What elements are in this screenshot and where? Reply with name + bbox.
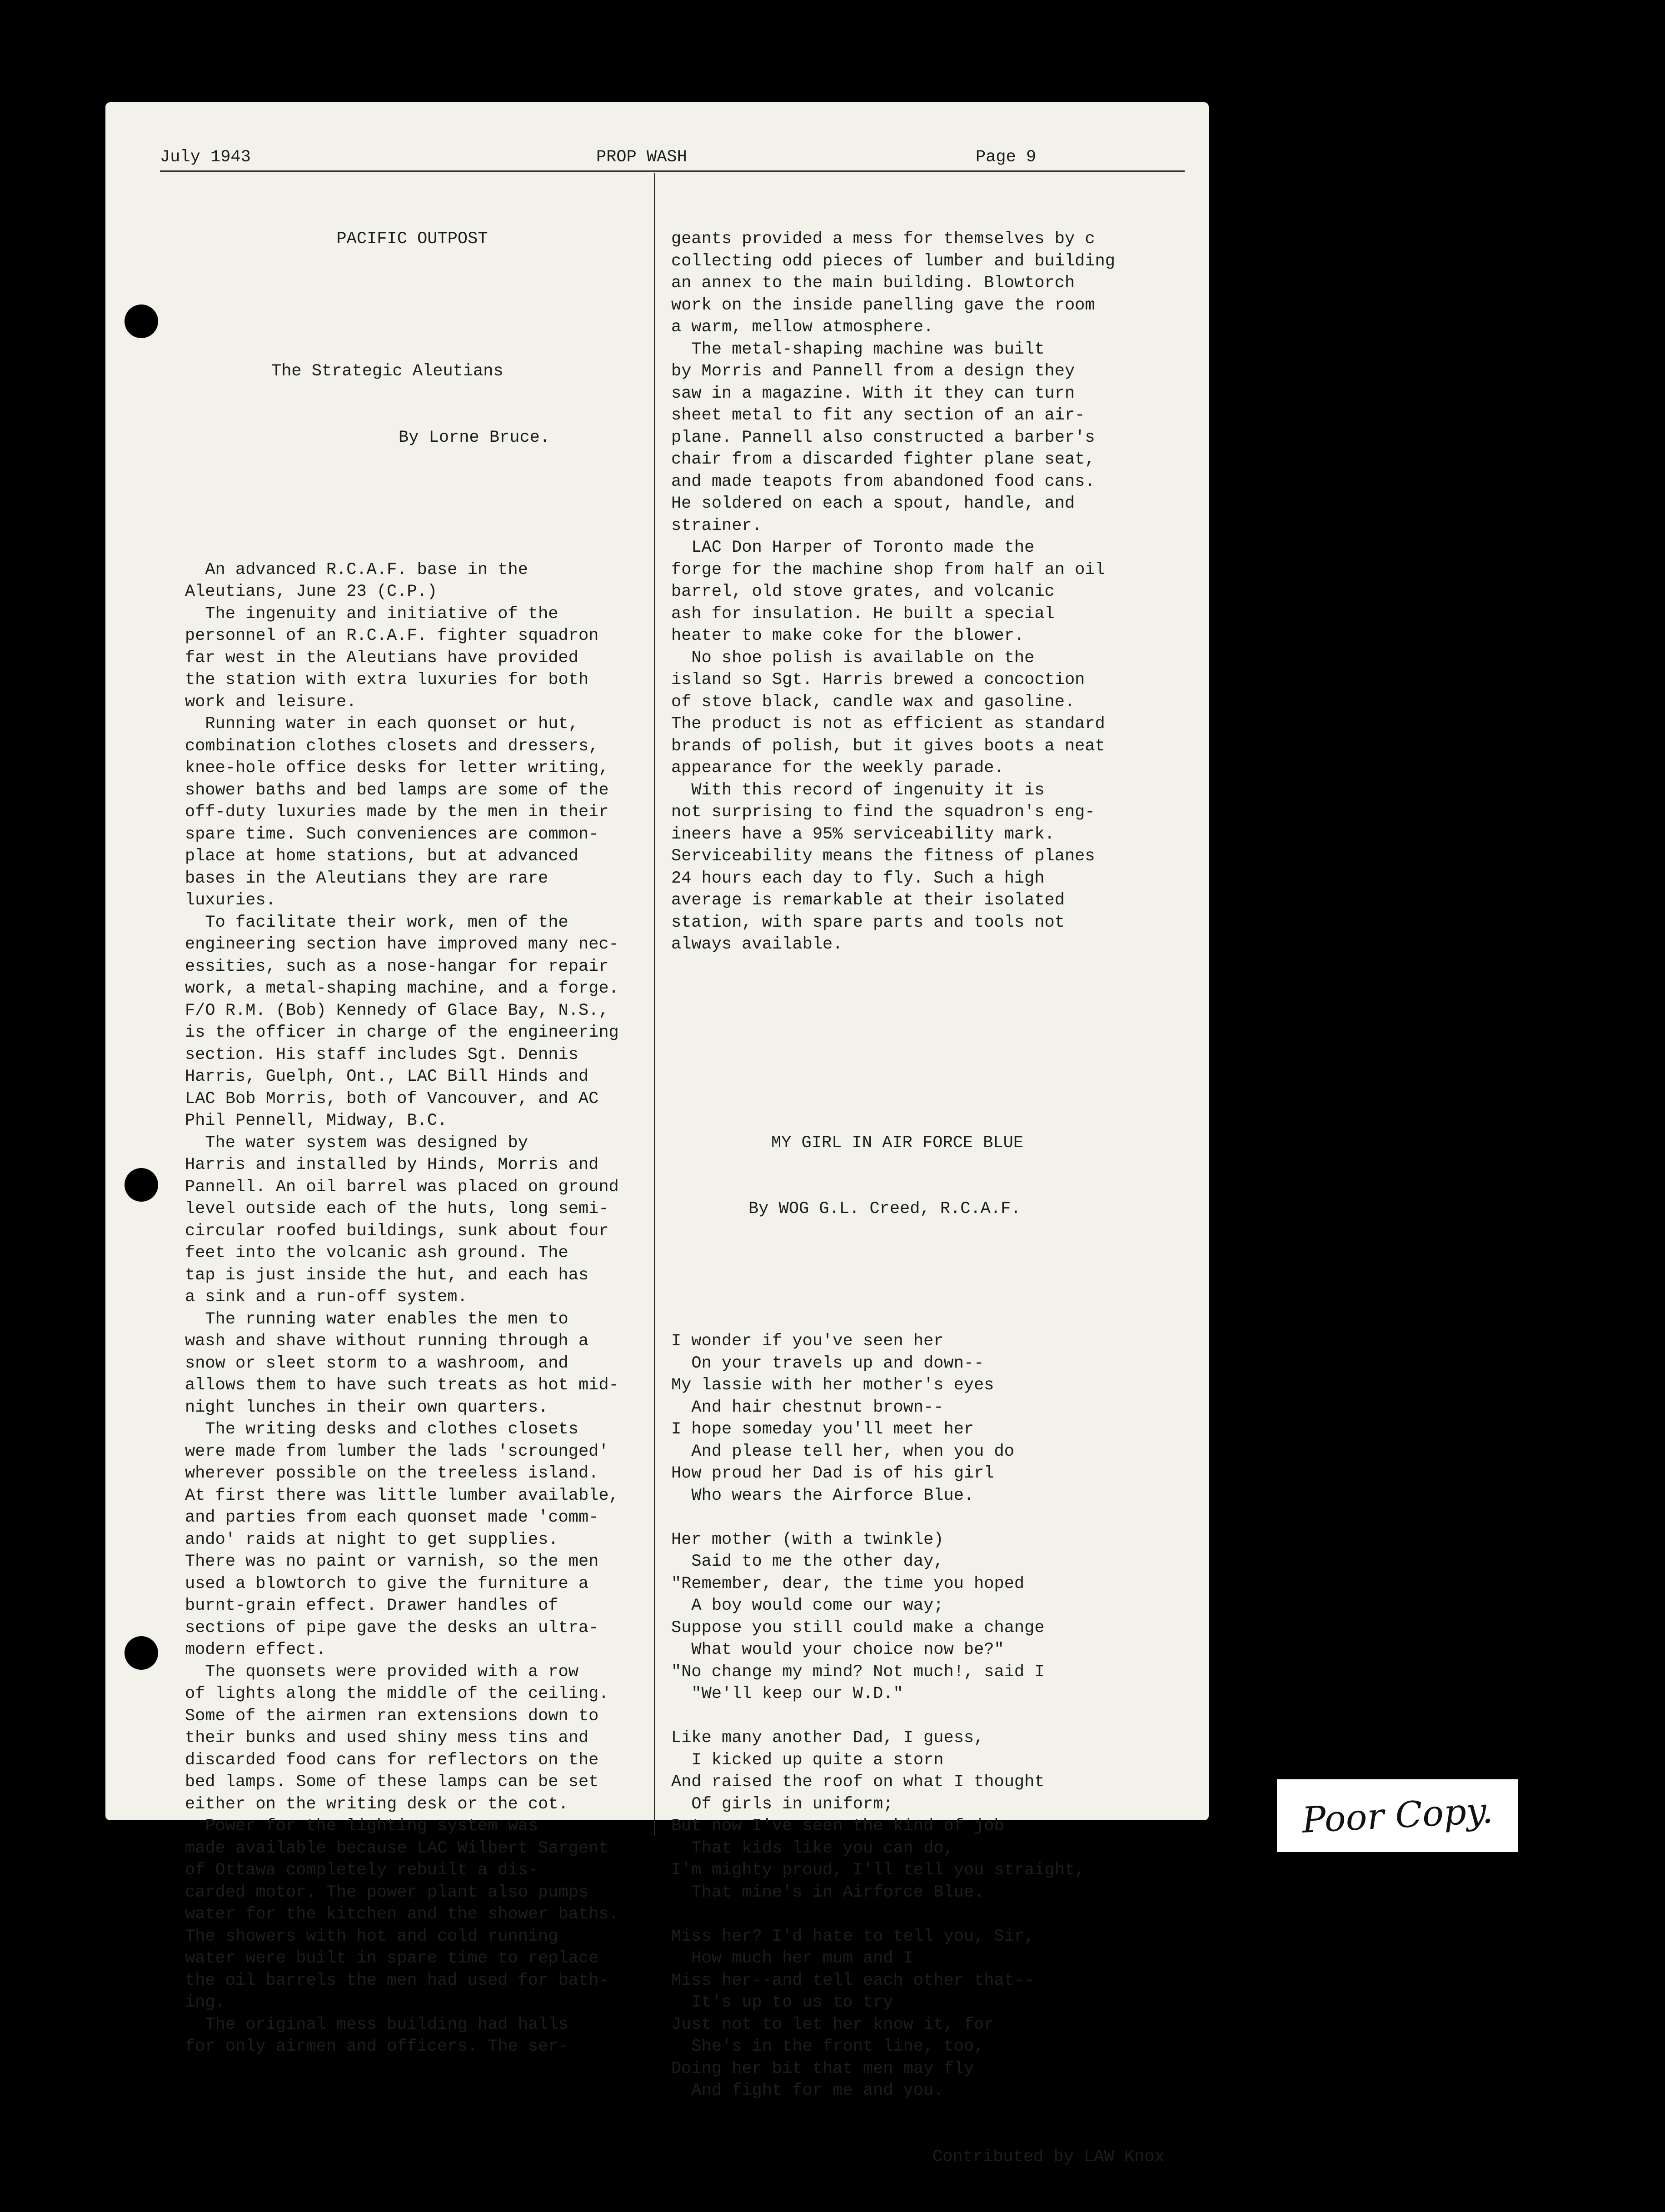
column-divider bbox=[654, 173, 655, 1836]
newsletter-page bbox=[105, 102, 1209, 2167]
article-line: level outside each of the huts, long semi- bbox=[185, 1199, 609, 1218]
article-line: The metal-shaping machine was built bbox=[671, 340, 1045, 359]
article-body-right bbox=[671, 228, 1194, 956]
article-line: The quonsets were provided with a row bbox=[185, 1662, 578, 1682]
article-line: combination clothes closets and dressers, bbox=[185, 736, 599, 756]
header-date: July 1943 bbox=[160, 148, 251, 167]
left-column bbox=[185, 184, 639, 2102]
article-line: The product is not as efficient as standard bbox=[671, 714, 1105, 734]
article-line: station, with spare parts and tools not bbox=[671, 913, 1065, 932]
article-line: barrel, old stove grates, and volcanic bbox=[671, 582, 1055, 601]
binder-hole-bottom bbox=[125, 1636, 158, 1670]
article-line: Serviceability means the fitness of planes bbox=[671, 847, 1095, 866]
poem-line: I kicked up quite a storn bbox=[671, 1750, 944, 1770]
poem-line: And please tell her, when you do bbox=[671, 1442, 1014, 1461]
poem-line: Who wears the Airforce Blue. bbox=[671, 1486, 974, 1505]
article-line: sheet metal to fit any section of an air- bbox=[671, 406, 1085, 425]
poem-line: That mine's in Airforce Blue. bbox=[671, 1882, 984, 1902]
poem-line: On your travels up and down-- bbox=[671, 1353, 984, 1373]
article-line: of lights along the middle of the ceiling. bbox=[185, 1684, 609, 1703]
article-line: The running water enables the men to bbox=[185, 1309, 568, 1329]
article-line: were made from lumber the lads 'scrounged' bbox=[185, 1442, 609, 1461]
article-line: average is remarkable at their isolated bbox=[671, 891, 1065, 910]
poem-line: And fight for me and you. bbox=[671, 2081, 944, 2100]
poem-line: "No change my mind? Not much!, said I bbox=[671, 1662, 1045, 1682]
article-line: To facilitate their work, men of the bbox=[185, 913, 568, 932]
article-line: At first there was little lumber available, bbox=[185, 1486, 619, 1505]
poem-line bbox=[671, 1903, 1194, 1926]
article-line: luxuries. bbox=[185, 891, 276, 910]
article-line: sections of pipe gave the desks an ultra- bbox=[185, 1618, 599, 1638]
article-line: wherever possible on the treeless island. bbox=[185, 1464, 599, 1483]
article-line: used a blowtorch to give the furniture a bbox=[185, 1574, 589, 1593]
article-line: snow or sleet storm to a washroom, and bbox=[185, 1353, 568, 1373]
article-line: forge for the machine shop from half an oil bbox=[671, 560, 1105, 579]
article-line: Aleutians, June 23 (C.P.) bbox=[185, 582, 438, 601]
article-line: Running water in each quonset or hut, bbox=[185, 714, 578, 734]
article-line: either on the writing desk or the cot. bbox=[185, 1794, 568, 1814]
article-line: modern effect. bbox=[185, 1640, 326, 1659]
right-column bbox=[671, 184, 1194, 2212]
poem-line: My lassie with her mother's eyes bbox=[671, 1376, 994, 1395]
article-line: LAC Bob Morris, both of Vancouver, and AC bbox=[185, 1089, 599, 1108]
binder-hole-middle bbox=[125, 1168, 158, 1202]
article-line: appearance for the weekly parade. bbox=[671, 759, 1004, 778]
poem-line: "Remember, dear, the time you hoped bbox=[671, 1574, 1025, 1593]
binder-hole-top bbox=[125, 305, 158, 338]
article-line: The showers with hot and cold running bbox=[185, 1927, 558, 1946]
article-line: night lunches in their own quarters. bbox=[185, 1398, 548, 1417]
poem-line bbox=[671, 1507, 1194, 1529]
article-line: allows them to have such treats as hot mid- bbox=[185, 1376, 619, 1395]
article-line: and parties from each quonset made 'comm- bbox=[185, 1508, 599, 1527]
poem-line: And raised the roof on what I thought bbox=[671, 1773, 1045, 1792]
article-line: ash for insulation. He built a special bbox=[671, 604, 1055, 624]
poem-line: I hope someday you'll meet her bbox=[671, 1420, 974, 1439]
header-publication: PROP WASH bbox=[596, 148, 687, 167]
article-line: work on the inside panelling gave the room bbox=[671, 295, 1095, 315]
poor-copy-text: Poor Copy. bbox=[1301, 1790, 1494, 1841]
article-line: tap is just inside the hut, and each has bbox=[185, 1265, 589, 1285]
article-line: There was no paint or varnish, so the men bbox=[185, 1552, 599, 1571]
article-line: circular roofed buildings, sunk about four bbox=[185, 1221, 609, 1241]
article-line: geants provided a mess for themselves by c bbox=[671, 230, 1095, 249]
article-line: ando' raids at night to get supplies. bbox=[185, 1530, 558, 1549]
poem-line: Of girls in uniform; bbox=[671, 1794, 893, 1814]
article-line: work, a metal-shaping machine, and a forge. bbox=[185, 979, 619, 998]
article-line: the oil barrels the men had used for bath- bbox=[185, 1971, 609, 1990]
poem-line: Doing her bit that men may fly bbox=[671, 2059, 974, 2078]
poem-line: I wonder if you've seen her bbox=[671, 1332, 944, 1351]
article-line: strainer. bbox=[671, 516, 762, 535]
poem-line: How much her mum and I bbox=[671, 1949, 913, 1968]
article-line: far west in the Aleutians have provided bbox=[185, 648, 578, 668]
article-line: bed lamps. Some of these lamps can be set bbox=[185, 1773, 599, 1792]
article-line: engineering section have improved many nec- bbox=[185, 935, 619, 954]
poem-line: And hair chestnut brown-- bbox=[671, 1398, 944, 1417]
poem-line bbox=[671, 1705, 1194, 1728]
article-line: He soldered on each a spout, handle, and bbox=[671, 494, 1075, 513]
article-line: section. His staff includes Sgt. Dennis bbox=[185, 1045, 578, 1064]
poem-line: A boy would come our way; bbox=[671, 1596, 944, 1615]
poem-line: But now I've seen the kind of job bbox=[671, 1817, 1004, 1836]
article-line: a sink and a run-off system. bbox=[185, 1288, 468, 1307]
poem-credit: Contributed by LAW Knox bbox=[932, 2147, 1165, 2167]
article-line: knee-hole office desks for letter writing, bbox=[185, 759, 609, 778]
article-line: brands of polish, but it gives boots a neat bbox=[671, 736, 1105, 756]
poem-line: Miss her? I'd hate to tell you, Sir, bbox=[671, 1927, 1035, 1946]
article-line: always available. bbox=[671, 935, 843, 954]
article-line: is the officer in charge of the engineering bbox=[185, 1023, 619, 1042]
article-line: F/O R.M. (Bob) Kennedy of Glace Bay, N.S., bbox=[185, 1001, 609, 1020]
article-line: water were built in spare time to replace bbox=[185, 1949, 599, 1968]
article-line: an annex to the main building. Blowtorch bbox=[671, 274, 1075, 293]
poem-line: Said to me the other day, bbox=[671, 1552, 944, 1571]
article-line: by Morris and Pannell from a design they bbox=[671, 362, 1075, 381]
article-line: carded motor. The power plant also pumps bbox=[185, 1882, 589, 1902]
article-line: collecting odd pieces of lumber and building bbox=[671, 251, 1115, 271]
article-line: place at home stations, but at advanced bbox=[185, 847, 578, 866]
article-line: LAC Don Harper of Toronto made the bbox=[671, 538, 1035, 557]
article-line: wash and shave without running through a bbox=[185, 1332, 589, 1351]
poem-line: Like many another Dad, I guess, bbox=[671, 1728, 984, 1748]
article-line: spare time. Such conveniences are common- bbox=[185, 824, 599, 844]
article-line: discarded food cans for reflectors on the bbox=[185, 1750, 599, 1770]
poem-title: MY GIRL IN AIR FORCE BLUE bbox=[771, 1133, 1024, 1153]
poem-line: Just not to let her know it, for bbox=[671, 2015, 994, 2034]
poem-line: It's up to us to try bbox=[671, 1993, 893, 2012]
article-line: With this record of ingenuity it is bbox=[671, 780, 1045, 800]
poem-line: I'm mighty proud, I'll tell you straight, bbox=[671, 1861, 1085, 1880]
poem-body bbox=[671, 1330, 1194, 2102]
article-line: of stove black, candle wax and gasoline. bbox=[671, 692, 1075, 712]
article-line: of Ottawa completely rebuilt a dis- bbox=[185, 1861, 538, 1880]
article-line: island so Sgt. Harris brewed a concoction bbox=[671, 670, 1085, 689]
article-line: heater to make coke for the blower. bbox=[671, 626, 1025, 645]
article-line: essities, such as a nose-hangar for repair bbox=[185, 957, 609, 976]
article-line: ineers have a 95% serviceability mark. bbox=[671, 824, 1055, 844]
article-line: 24 hours each day to fly. Such a high bbox=[671, 869, 1045, 888]
article-line: water for the kitchen and the shower baths. bbox=[185, 1905, 619, 1924]
article-body-left bbox=[185, 559, 639, 2058]
article-title: The Strategic Aleutians bbox=[271, 362, 503, 381]
article-line: personnel of an R.C.A.F. fighter squadron bbox=[185, 626, 599, 645]
article-line: their bunks and used shiny mess tins and bbox=[185, 1728, 589, 1748]
section-heading: PACIFIC OUTPOST bbox=[336, 230, 488, 249]
article-line: The original mess building had halls bbox=[185, 2015, 568, 2034]
article-line: not surprising to find the squadron's eng- bbox=[671, 803, 1095, 822]
article-line: work and leisure. bbox=[185, 692, 357, 712]
article-line: the station with extra luxuries for both bbox=[185, 670, 589, 689]
header-page-number: Page 9 bbox=[976, 148, 1037, 167]
article-line: and made teapots from abandoned food cans. bbox=[671, 472, 1095, 491]
article-line: a warm, mellow atmosphere. bbox=[671, 318, 934, 337]
poem-line: She's in the front line, too, bbox=[671, 2037, 984, 2056]
article-line: The ingenuity and initiative of the bbox=[185, 604, 558, 624]
article-line: Power for the lighting system was bbox=[185, 1817, 538, 1836]
article-line: plane. Pannell also constructed a barber's bbox=[671, 428, 1095, 447]
poem-line: What would your choice now be?" bbox=[671, 1640, 1004, 1659]
article-line: Harris and installed by Hinds, Morris and bbox=[185, 1155, 599, 1174]
article-line: ing. bbox=[185, 1993, 225, 2012]
poem-line: Suppose you still could make a change bbox=[671, 1618, 1045, 1638]
article-line: saw in a magazine. With it they can turn bbox=[671, 384, 1075, 403]
article-line: No shoe polish is available on the bbox=[671, 648, 1035, 668]
article-line: bases in the Aleutians they are rare bbox=[185, 869, 548, 888]
poem-line: "We'll keep our W.D." bbox=[671, 1684, 903, 1703]
poor-copy-label bbox=[1277, 1779, 1518, 1852]
article-line: shower baths and bed lamps are some of the bbox=[185, 780, 609, 800]
article-line: off-duty luxuries made by the men in their bbox=[185, 803, 609, 822]
article-line: for only airmen and officers. The ser- bbox=[185, 2037, 568, 2056]
header-rule bbox=[160, 170, 1185, 172]
article-line: The water system was designed by bbox=[185, 1133, 528, 1153]
poem-line: Miss her--and tell each other that-- bbox=[671, 1971, 1035, 1990]
article-line: made available because LAC Wilbert Sargent bbox=[185, 1838, 609, 1858]
article-line: Pannell. An oil barrel was placed on ground bbox=[185, 1177, 619, 1197]
poem-line: That kids like you can do, bbox=[671, 1838, 954, 1858]
article-line: Harris, Guelph, Ont., LAC Bill Hinds and bbox=[185, 1067, 589, 1086]
poem-line: How proud her Dad is of his girl bbox=[671, 1464, 994, 1483]
article-line: chair from a discarded fighter plane seat, bbox=[671, 450, 1095, 469]
article-line: The writing desks and clothes closets bbox=[185, 1420, 578, 1439]
article-byline: By Lorne Bruce. bbox=[399, 428, 550, 447]
poem-byline: By WOG G.L. Creed, R.C.A.F. bbox=[748, 1199, 1021, 1218]
poem-line: Her mother (with a twinkle) bbox=[671, 1530, 944, 1549]
article-line: An advanced R.C.A.F. base in the bbox=[185, 560, 528, 579]
article-line: Some of the airmen ran extensions down to bbox=[185, 1706, 599, 1726]
article-line: feet into the volcanic ash ground. The bbox=[185, 1243, 568, 1263]
article-line: Phil Pennell, Midway, B.C. bbox=[185, 1111, 448, 1130]
article-line: burnt-grain effect. Drawer handles of bbox=[185, 1596, 558, 1615]
